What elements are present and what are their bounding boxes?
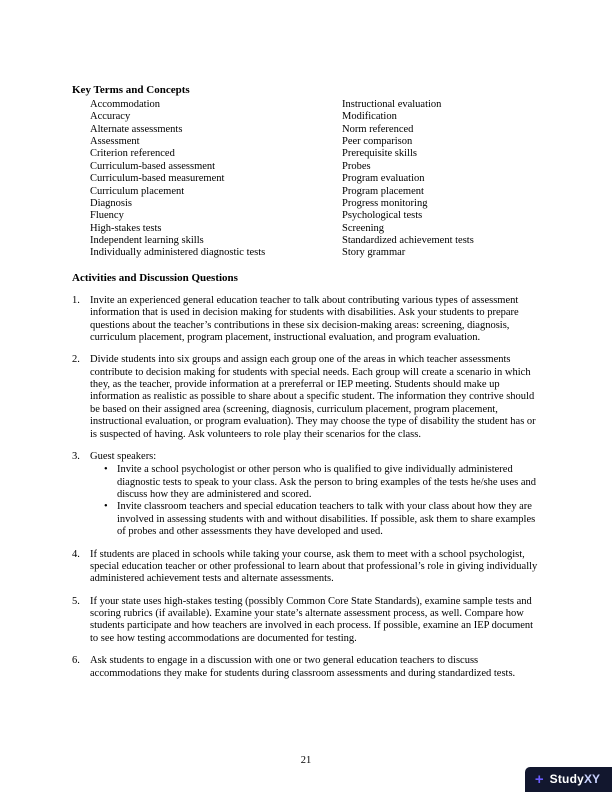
item-text: Divide students into six groups and assign each group one of the areas in which teacher assessments contribute to decision making for students with special needs. Each group will create a scenario in which they, as the teacher, provide information at a prereferral or IEP meeting. Students should make up information as realistic as possible to share about a specific student. The information they contrive should be based on their assigned area (screening, diagnosis, curriculum placement, program placement, instructional evaluation, or program evaluation). They may choose the type of disability the student has or is suspected of having. Ask volunteers to role play their scenarios for the class.: [90, 354, 536, 440]
key-term: Norm referenced: [342, 123, 414, 135]
key-term: Program placement: [342, 185, 424, 197]
bullet-item: [104, 501, 540, 538]
list-item: [72, 295, 540, 345]
key-term: Accuracy: [90, 111, 131, 123]
item-text: If students are placed in schools while taking your course, ask them to meet with a school psychologist, special education teacher or other professional to learn about that professional’s role in giving individually administered achievement tests and alternate assessments.: [90, 548, 538, 585]
key-term: Assessment: [90, 136, 140, 148]
key-term: Psychological tests: [342, 210, 423, 222]
key-term: Fluency: [90, 210, 124, 222]
key-term: High-stakes tests: [90, 222, 162, 234]
brand-name-study: Study: [549, 772, 584, 787]
item-number: 3.: [72, 450, 80, 462]
list-item: [72, 655, 540, 680]
activities-heading: Activities and Discussion Questions: [72, 271, 238, 284]
bullet-icon: •: [104, 464, 108, 476]
key-term: Progress monitoring: [342, 197, 428, 209]
bullet-text: Invite a school psychologist or other person who is qualified to give individually administered diagnostic tests to speak to your class. Ask the person to bring examples of the tests he/she uses and discuss how they are administered and scored.: [117, 464, 537, 501]
bullet-icon: •: [104, 501, 108, 513]
item-lead-text: Guest speakers:: [90, 450, 157, 462]
item-text: If your state uses high-stakes testing (possibly Common Core State Standards), examine sample tests and scoring rubrics (if available). Examine your state’s alternate assessment process, as well. Compare how students participate and how teachers are involved in each process. If possible, examine an IEP document to see how testing accommodations are documented for testing.: [90, 595, 534, 644]
key-term: Modification: [342, 111, 397, 123]
key-term: Standardized achievement tests: [342, 235, 474, 247]
key-term: Instructional evaluation: [342, 98, 442, 110]
key-term: Independent learning skills: [90, 235, 204, 247]
studyxy-logo-badge: [525, 767, 612, 792]
key-term: Alternate assessments: [90, 123, 183, 135]
list-item: [72, 354, 540, 441]
item-number: 5.: [72, 595, 80, 607]
list-item: [72, 549, 540, 586]
bullet-list: [90, 464, 540, 538]
key-terms-list: [90, 99, 540, 260]
item-text: Ask students to engage in a discussion with one or two general education teachers to discuss accommodations they make for students during classroom assessments and during standardized tests.: [90, 655, 516, 679]
list-item: [72, 451, 540, 539]
bullet-text: Invite classroom teachers and special education teachers to talk with your class about how they are involved in assessing students with and without disabilities. If possible, ask them to share examples of probes and other assessments they have developed and used.: [117, 501, 536, 538]
key-term: Program evaluation: [342, 173, 425, 185]
key-term: Probes: [342, 160, 371, 172]
key-term: Curriculum placement: [90, 185, 185, 197]
item-number: 1.: [72, 294, 80, 306]
key-terms-heading: Key Terms and Concepts: [72, 84, 190, 96]
key-terms-column-left: [90, 99, 342, 260]
key-term: Curriculum-based measurement: [90, 173, 225, 185]
item-text: Invite an experienced general education teacher to talk about contributing various types of assessment information that is used in decision making for students with disabilities. Ask your students to prepare questions about the teacher’s contributions in these six decision-making areas: screening, diagnosis, curriculum placement, program placement, instructional evaluation, and program evaluation.: [90, 294, 519, 343]
list-item: [72, 596, 540, 646]
brand-name: [550, 772, 600, 786]
plus-icon: +: [534, 771, 544, 788]
page-number: 21: [300, 754, 312, 766]
bullet-item: [104, 464, 540, 501]
item-number: 4.: [72, 548, 80, 560]
key-term: Story grammar: [342, 247, 406, 259]
brand-name-xy: XY: [583, 772, 600, 787]
key-term: Diagnosis: [90, 197, 132, 209]
key-term: Curriculum-based assessment: [90, 160, 216, 172]
key-term: Prerequisite skills: [342, 148, 417, 160]
item-text: [90, 451, 540, 539]
key-term: Screening: [342, 222, 384, 234]
item-number: 2.: [72, 354, 80, 366]
item-number: 6.: [72, 655, 80, 667]
key-term: Accommodation: [90, 98, 160, 110]
key-terms-column-right: [342, 99, 540, 260]
key-term: Peer comparison: [342, 136, 413, 148]
key-term: Criterion referenced: [90, 148, 175, 160]
key-term: Individually administered diagnostic tests: [90, 247, 266, 259]
